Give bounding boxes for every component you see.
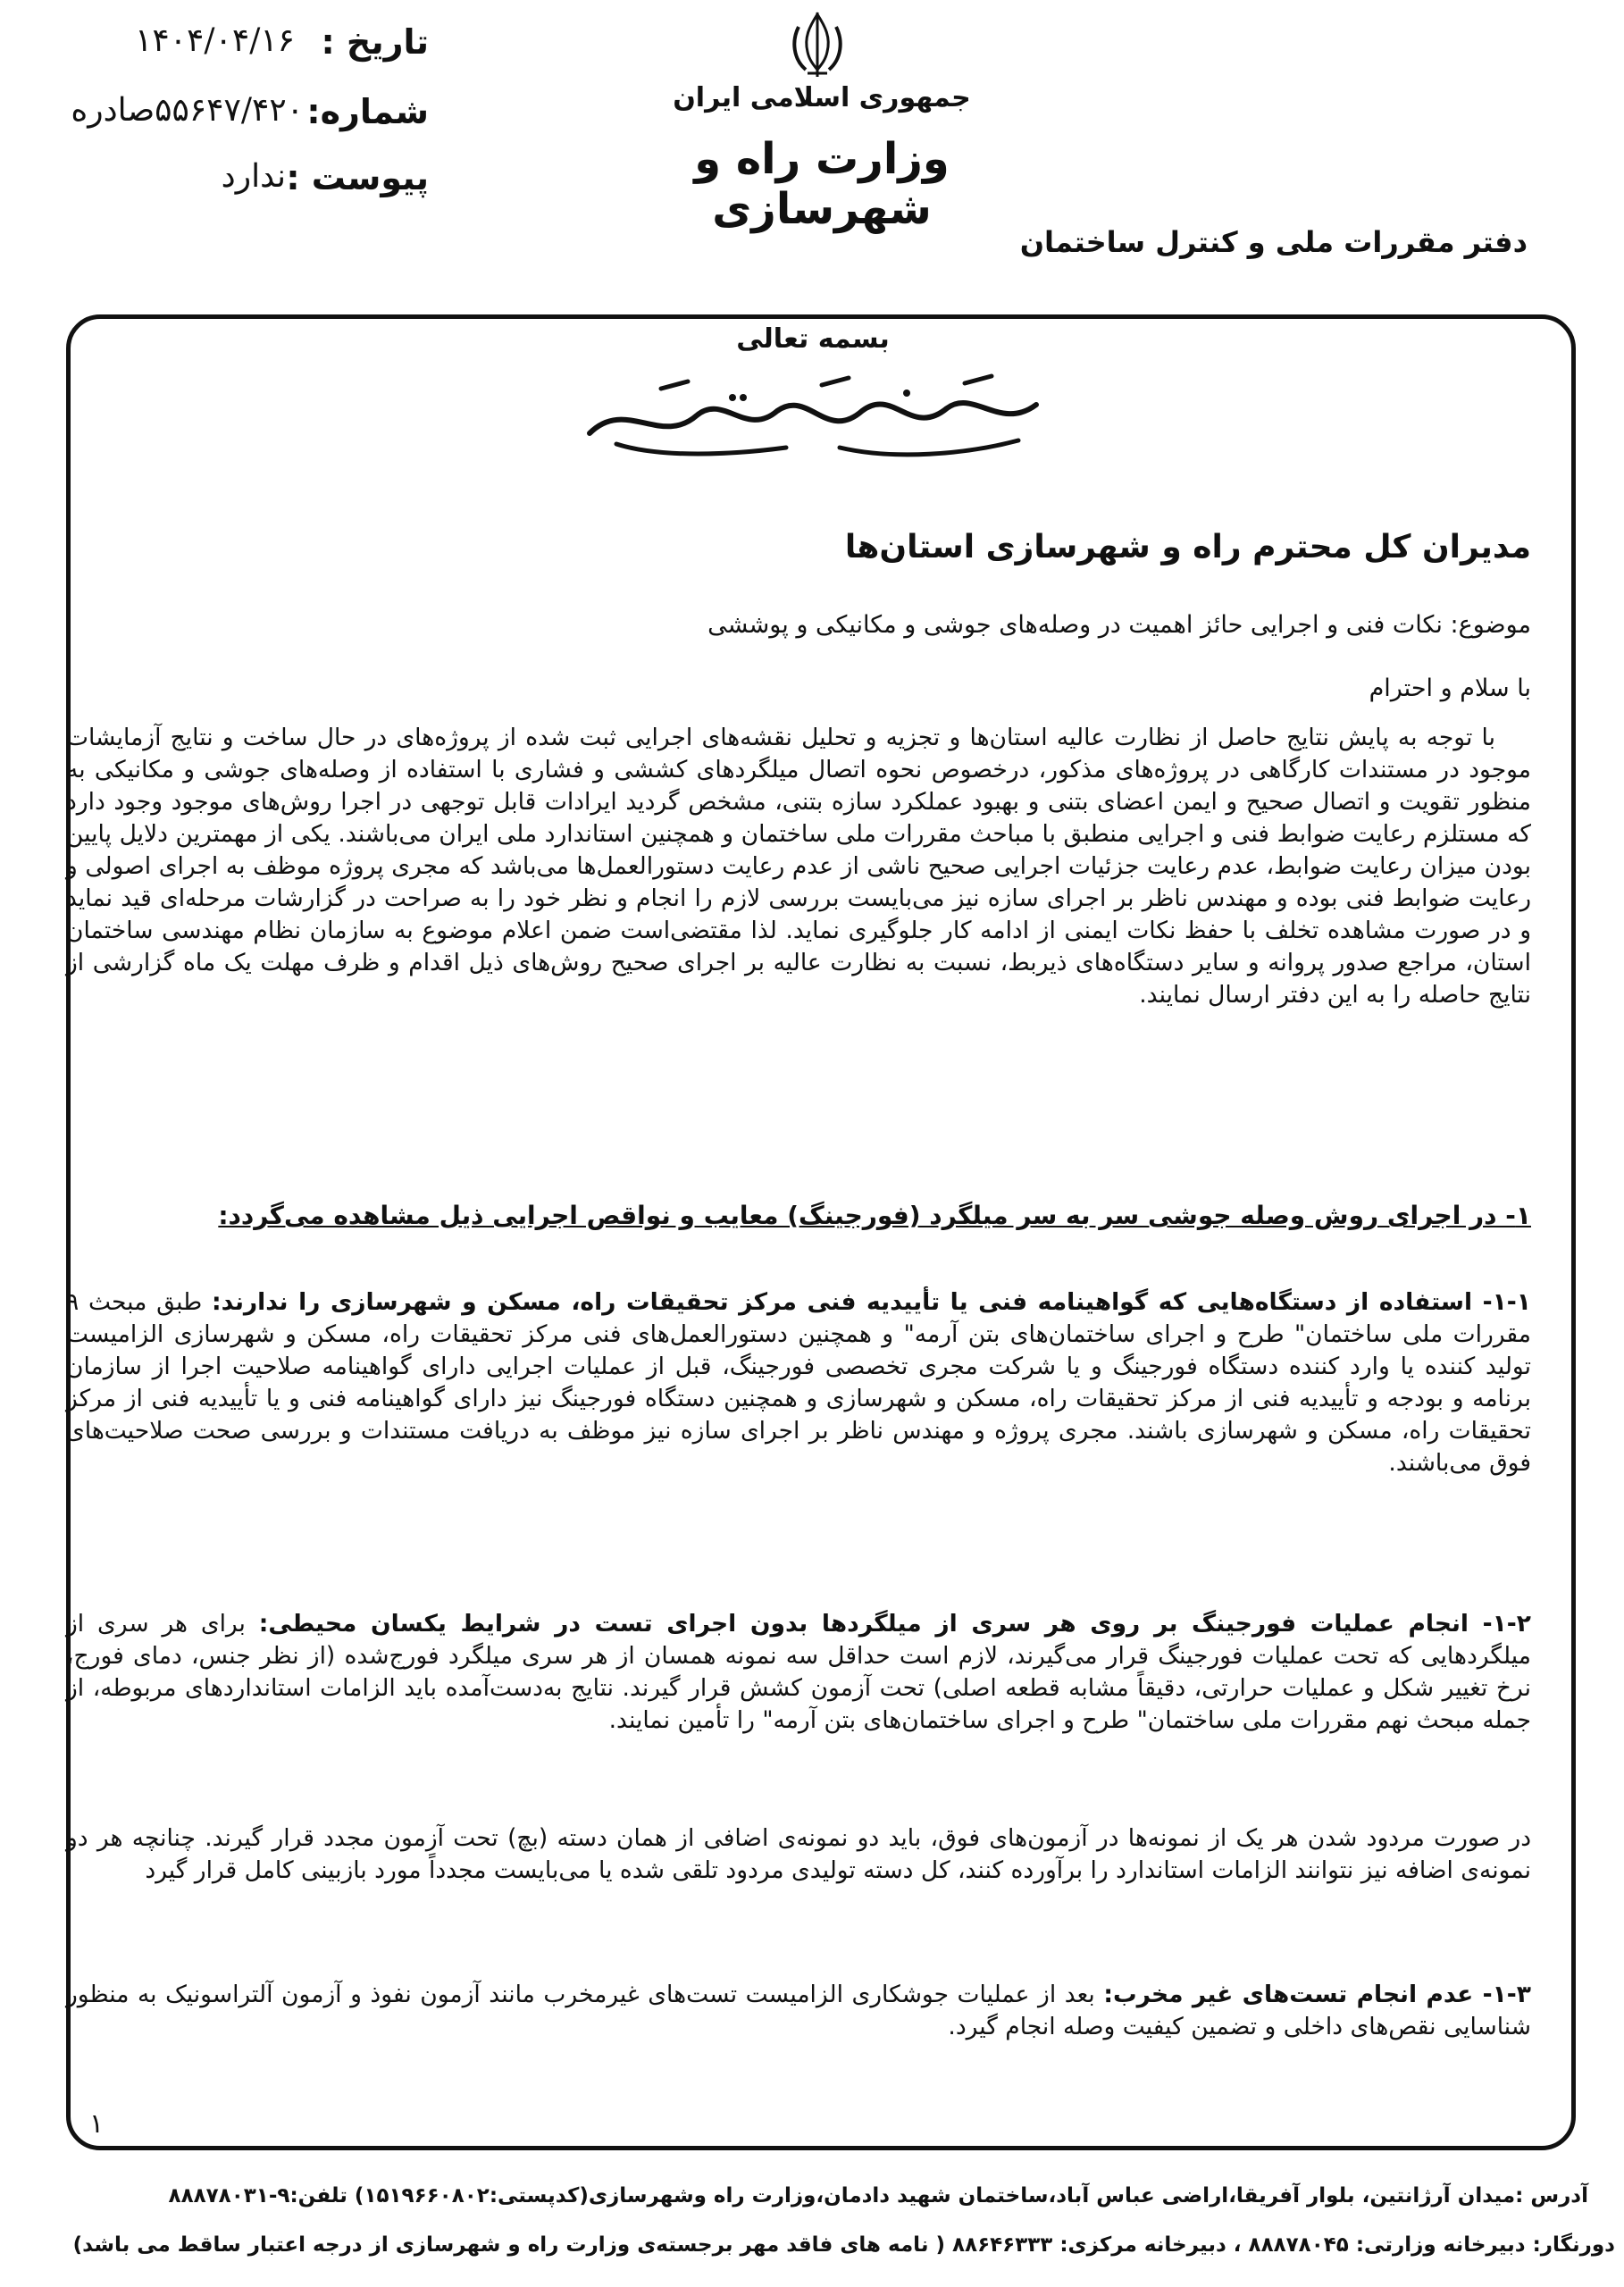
subject-line: موضوع: نکات فنی و اجرایی حائز اهمیت در وصله‌های جوشی و مکانیکی و پوششی (707, 611, 1531, 639)
section-1-3-title: ۱-۳- عدم انجام تست‌های غیر مخرب: (1103, 1981, 1531, 2008)
section-1-1 (66, 1286, 1531, 1479)
date-label: تاریخ : (321, 22, 429, 62)
attachment-value: ندارد (221, 158, 286, 195)
intro-paragraph: با توجه به پایش نتایج حاصل از نظارت عالیه استان‌ها و تجزیه و تحلیل نقشه‌های اجرایی ثبت شده از پروژه‌های در حال ساخت و نتایج آزمایشات موجود در مستندات کارگاهی در پروژه‌های مذکور، درخصوص نحوه اتصال میلگردهای کششی و فشاری با استفاده از وصله‌های جوشی و مکانیکی به منظور تقویت و اتصال صحیح و ایمن اعضای بتنی و بهبود عملکرد سازه بتنی، مشخص گردید ایرادات قابل توجهی در اجرا روش‌های موجود وجود دارد که مستلزم رعایت ضوابط فنی و اجرایی منطبق با مباحث مقررات ملی ساختمان و همچنین استاندارد ملی ایران می‌باشند. یکی از مهمترین دلایل پایین بودن میزان رعایت ضوابط، عدم رعایت جزئیات اجرایی صحیح ناشی از عدم رعایت دستورالعمل‌ها می‌باشد که مجری پروژه موظف به اجرای اصولی و رعایت ضوابط فنی بوده و مهندس ناظر بر اجرای سازه نیز می‌بایست بررسی لازم را انجام و نظر خود را به صراحت در گزارشات مرحله‌ای قید نماید و در صورت مشاهده تخلف با حفظ نکات ایمنی از ادامه کار جلوگیری نماید. لذا مقتضی‌است ضمن اعلام موضوع به سازمان نظام مهندسی ساختمان استان، مراجع صدور پروانه و سایر دستگاه‌های ذیربط، نسبت به نظارت عالیه بر اجرای صحیح روش‌های ذیل اقدام و ظرف مهلت یک ماه گزارشی از نتایج حاصله را به این دفتر ارسال نمایند. (66, 724, 1531, 1009)
section-1-1-title: ۱-۱- استفاده از دستگاه‌هایی که گواهینامه فنی یا تأییدیه فنی مرکز تحقیقات راه، مسکن و شهرسازی را ندارند: (212, 1288, 1531, 1316)
ministry-title: وزارت راه و شهرسازی (694, 134, 950, 234)
republic-title: جمهوری اسلامی ایران (673, 82, 971, 113)
iran-emblem-icon (788, 11, 847, 80)
greeting: با سلام و احترام (1369, 674, 1531, 702)
number-value: ۵۵۶۴۷/۴۲۰صادره (71, 92, 304, 129)
page-number: ۱ (89, 2108, 105, 2140)
footer-address: آدرس :میدان آرژانتین، بلوار آفریقا،اراضی عباس آباد،ساختمان شهید دادمان،وزارت راه وشهرسازی(کدپستی:۱۵۱۹۶۶۰۸۰۲) تلفن:۹-۸۸۸۷۸۰۳۱ (168, 2184, 1588, 2207)
section-1-heading: ۱- در اجرای روش وصله جوشی سر به سر میلگرد (فورجینگ) معایب و نواقص اجرایی ذیل مشاهده می‌گردد: (218, 1201, 1531, 1230)
office-title: دفتر مقررات ملی و کنترل ساختمان (1019, 225, 1528, 259)
section-1-2-title: ۱-۲- انجام عملیات فورجینگ بر روی هر سری از میلگردها بدون اجرای تست در شرایط یکسان محیطی: (258, 1610, 1531, 1638)
number-label: شماره: (306, 92, 429, 131)
section-1-2-note: در صورت مردود شدن هر یک از نمونه‌ها در آزمون‌های فوق، باید دو نمونه‌ی اضافی از همان دسته (بچ) تحت آزمون مجدد قرار گیرند. چنانچه هر دو نمونه‌ی اضافه نیز نتوانند الزامات استاندارد را برآورده کنند، کل دسته تولیدی مردود تلقی شده یا می‌بایست مجدداً مورد بازبینی کامل قرار گیرد (66, 1824, 1531, 1885)
footer-fax: دورنگار: دبیرخانه وزارتی: ۸۸۸۷۸۰۴۵ ، دبیرخانه مرکزی: ۸۸۶۴۶۳۳۳ ( نامه های فاقد مهر برجسته‌ی وزارت راه و شهرسازی از درجه اعتبار ساقط می باشد) (72, 2233, 1615, 2257)
bismillah: بسمه تعالی (736, 323, 890, 355)
section-1-3 (66, 1979, 1531, 2043)
header-meta (36, 22, 429, 201)
section-1-2-body: برای هر سری از میلگردهایی که تحت عملیات فورجینگ قرار می‌گیرند، لازم است حداقل سه نمونه همسان از هر سری میلگرد فورج‌شده (از نظر جنس، دمای فورج، نرخ تغییر شکل و عملیات حرارتی، دقیقاً مشابه قطعه اصلی) تحت آزمون کشش قرار گیرند. نتایج به‌دست‌آمده باید الزامات استانداردهای مربوطه، از جمله مبحث نهم مقررات ملی ساختمان" طرح و اجرای ساختمان‌های بتن آرمه" را تأمین نمایند. (66, 1610, 1531, 1735)
slogan-calligraphy (554, 362, 1072, 469)
section-1-2 (66, 1608, 1531, 1737)
section-1-1-body: طبق مبحث ۹ مقررات ملی ساختمان" طرح و اجرای ساختمان‌های بتن آرمه" و همچنین دستورالعمل‌های فنی مرکز تحقیقات راه، مسکن و شهرسازی الزامیست تولید کننده یا وارد کننده دستگاه فورجینگ و یا شرکت مجری تخصصی فورجینگ، قبل از عملیات اجرایی دارای گواهینامه صلاحیت اجرا از سازمان برنامه و بودجه و تأییدیه فنی از مرکز تحقیقات راه، مسکن و شهرسازی و همچنین دستگاه فورجینگ نیز دارای گواهینامه فنی و یا تأییدیه فنی از مرکز تحقیقات راه، مسکن و شهرسازی باشند. مجری پروژه و مهندس ناظر بر اجرای سازه نیز موظف به دریافت مستندات و بررسی صحت صلاحیت‌های فوق می‌باشند. (66, 1288, 1531, 1478)
addressee: مدیران کل محترم راه و شهرسازی استان‌ها (844, 529, 1531, 565)
section-1-3-body: بعد از عملیات جوشکاری الزامیست تست‌های غیرمخرب مانند آزمون نفوذ و آزمون آلتراسونیک به منظور شناسایی نقص‌های داخلی و تضمین کیفیت وصله انجام گیرد. (66, 1981, 1531, 2041)
date-value: ۱۴۰۴/۰۴/۱۶ (135, 22, 295, 59)
attachment-label: پیوست : (286, 158, 429, 197)
